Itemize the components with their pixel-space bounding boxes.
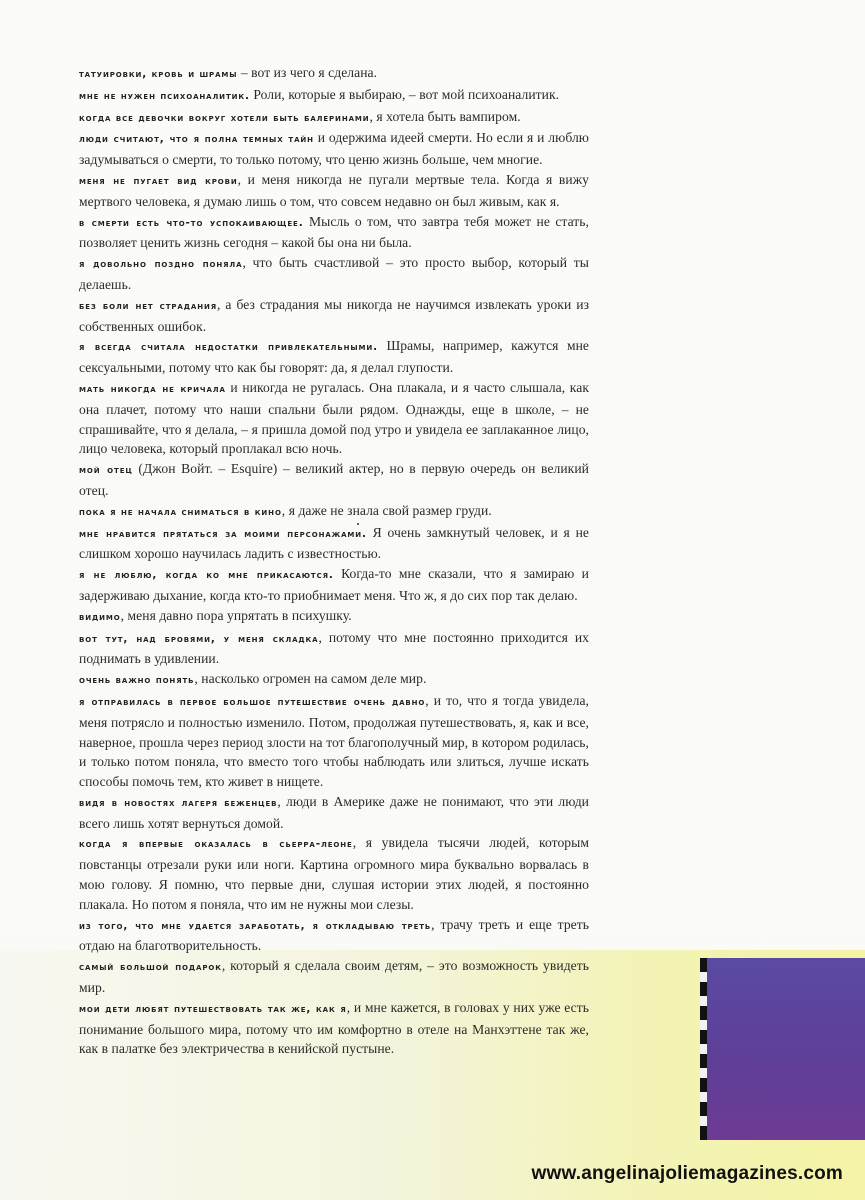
article-body xyxy=(79,63,589,1059)
paragraph-lead: я всегда считала недостатки привлекательными. xyxy=(79,341,379,354)
paragraph xyxy=(79,107,589,129)
paragraph xyxy=(79,459,589,501)
paragraph-text: , потому что мне постоянно приходится их поднимать в удивлении. xyxy=(79,629,589,667)
paragraph xyxy=(79,523,589,565)
paragraph xyxy=(79,792,589,834)
paragraph xyxy=(79,501,589,523)
paragraph-text: , а без страдания мы никогда не научимся извлекать уроки из собственных ошибок. xyxy=(79,296,589,334)
paragraph-text: и никогда не ругалась. Она плакала, и я часто слышала, как она плачет, потому что наши спальни были рядом. Однажды, еще в школе, – не спрашивайте, что я делала, – я пришла домой под утро и увидела ее заплаканное лицо, лицо человека, который проплакал всю ночь. xyxy=(79,379,589,457)
paragraph xyxy=(79,915,589,957)
paragraph-lead: я не люблю, когда ко мне прикасаются. xyxy=(79,569,334,582)
paragraph xyxy=(79,253,589,295)
paragraph-text: , который я сделала своим детям, – это возможность увидеть мир. xyxy=(79,958,589,996)
paragraph-text: , и меня никогда не пугали мертвые тела. Когда я вижу мертвого человека, я думаю лишь о том, что совсем недавно он был живым, как я. xyxy=(79,171,589,209)
print-speck xyxy=(357,523,359,525)
paragraph xyxy=(79,628,589,670)
paragraph-lead: меня не пугает вид крови xyxy=(79,174,238,187)
paragraph-text: , я даже не знала свой размер груди. xyxy=(281,502,492,518)
paragraph xyxy=(79,998,589,1059)
paragraph xyxy=(79,85,589,107)
paragraph-text: , и мне кажется, в головах у них уже есть понимание большого мира, потому что им комфортно в отеле на Манхэттене так же, как в палатке без электричества в кенийской пустыне. xyxy=(79,999,589,1057)
paragraph-lead: очень важно понять xyxy=(79,674,195,687)
purple-color-block xyxy=(707,958,865,1140)
paragraph xyxy=(79,606,589,628)
paragraph-text: , я увидела тысячи людей, которым повстанцы отрезали руки или ноги. Картина огромного мира буквально ворвалась в мою голову. Я помню, что первые дни, слушая истории этих людей, я постоянно плакала. Но потом я поняла, что им не нужны мои слезы. xyxy=(79,835,589,912)
paragraph-text: Когда-то мне сказали, что я замираю и задерживаю дыхание, когда кто-то приобнимает меня. Что ж, я до сих пор так делаю. xyxy=(79,566,589,603)
paragraph-text: , меня давно пора упрятать в психушку. xyxy=(120,607,352,623)
paragraph-text: (Джон Войт. – Esquire) – великий актер, но в первую очередь он великий отец. xyxy=(79,461,589,498)
paragraph-lead: мой отец xyxy=(79,464,133,477)
website-watermark[interactable]: www.angelinajoliemagazines.com xyxy=(531,1163,843,1184)
paragraph-lead: видимо xyxy=(79,610,121,623)
paragraph-text: , и то, что я тогда увидела, меня потрясло и полностью изменило. Потом, продолжая путешествовать, я, как и все, наверное, прошла через период злости на тот благополучный мир, в котором родилась, и только потом поняла, что вместо того чтобы наблюдать или злиться, лучше искать способы помочь тем, кто живет в нищете. xyxy=(79,692,589,790)
paragraph-lead: самый большой подарок xyxy=(79,961,222,974)
paragraph-text: , трачу треть и еще треть отдаю на благотворительность. xyxy=(79,916,589,954)
paragraph xyxy=(79,691,589,792)
paragraph-text: , что быть счастливой – это просто выбор, который ты делаешь. xyxy=(79,255,589,292)
paragraph-lead: я довольно поздно поняла xyxy=(79,258,243,271)
paragraph-text: и одержима идеей смерти. Но если я и люблю задумываться о смерти, то только потому, что ценю жизнь больше, чем многие. xyxy=(79,130,590,168)
paragraph-lead: когда все девочки вокруг хотели быть балеринами xyxy=(79,111,370,124)
paragraph-lead: видя в новостях лагеря беженцев xyxy=(79,796,278,809)
paragraph xyxy=(79,212,589,254)
paragraph-text: Роли, которые я выбираю, – вот мой психоаналитик. xyxy=(249,86,560,102)
paragraph-text: Мысль о том, что завтра тебя может не стать, позволяет ценить жизнь сегодня – какой бы она ни была. xyxy=(79,213,589,251)
paragraph-lead: люди считают, что я полна темных тайн xyxy=(79,133,314,146)
paragraph xyxy=(79,170,589,212)
paragraph-text: Я очень замкнутый человек, и я не слишком хорошо научилась ладить с известностью. xyxy=(79,524,589,562)
paragraph xyxy=(79,128,589,170)
paragraph-text: , насколько огромен на самом деле мир. xyxy=(194,671,427,687)
paragraph xyxy=(79,336,589,378)
paragraph xyxy=(79,378,589,459)
paragraph-lead: вот тут, над бровями, у меня складка xyxy=(79,632,319,645)
paragraph-lead: мои дети любят путешествовать так же, как я xyxy=(79,1002,347,1015)
paragraph-lead: мне нравится прятаться за моими персонажами. xyxy=(79,527,367,540)
paragraph xyxy=(79,833,589,914)
paragraph-lead: из того, что мне удается заработать, я откладываю треть xyxy=(79,919,432,932)
paragraph xyxy=(79,669,589,691)
paragraph-lead: татуировки, кровь и шрамы xyxy=(79,68,238,80)
paragraph-lead: мать никогда не кричала xyxy=(79,382,226,395)
paragraph-lead: пока я не начала сниматься в кино xyxy=(79,505,282,518)
paragraph-text: Шрамы, например, кажутся мне сексуальными, потому что как бы говорят: да, я делал глупости. xyxy=(79,338,589,376)
paragraph xyxy=(79,956,589,998)
paragraph-text: , люди в Америке даже не понимают, что эти люди всего лишь хотят вернуться домой. xyxy=(79,793,589,831)
paragraph-lead: мне не нужен психоаналитик. xyxy=(79,89,250,102)
paragraph-lead: без боли нет страдания xyxy=(79,299,218,312)
paragraph-text: , я хотела быть вампиром. xyxy=(369,108,521,124)
paragraph-lead: в смерти есть что-то успокаивающее. xyxy=(79,216,304,229)
paragraph xyxy=(79,295,589,337)
paragraph-lead: когда я впервые оказалась в сьерра-леоне xyxy=(79,838,353,851)
paragraph xyxy=(79,564,589,606)
paragraph xyxy=(79,63,589,85)
paragraph-text: – вот из чего я сделана. xyxy=(237,65,378,80)
paragraph-lead: я отправилась в первое большое путешествие очень давно xyxy=(79,695,426,708)
